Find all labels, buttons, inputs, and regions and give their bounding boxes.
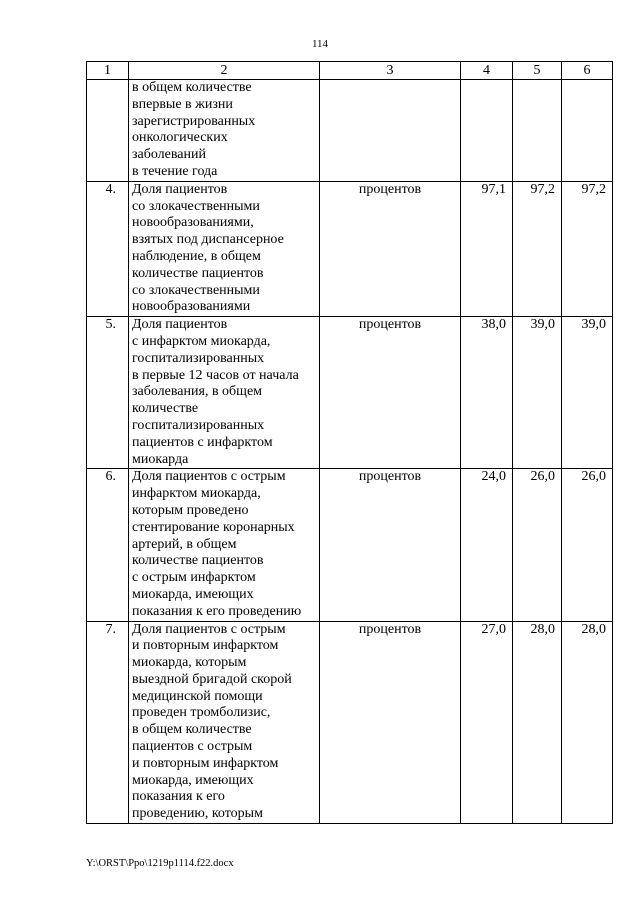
indicator-description xyxy=(129,469,320,621)
column-header: 1 xyxy=(87,62,129,80)
value-col4: 38,0 xyxy=(461,317,513,469)
table-header-row xyxy=(87,62,613,80)
row-number: 5. xyxy=(87,317,129,469)
description-line: онкологических xyxy=(132,130,228,146)
description-line: выездной бригадой скорой xyxy=(132,671,292,687)
indicator-description xyxy=(129,621,320,824)
column-header: 4 xyxy=(461,62,513,80)
table-row xyxy=(87,80,613,182)
description-line: миокарда, имеющих xyxy=(132,772,254,788)
row-number: 6. xyxy=(87,469,129,621)
description-line: госпитализированных xyxy=(132,350,265,366)
unit-cell: процентов xyxy=(320,181,461,316)
unit-cell xyxy=(320,80,461,182)
description-line: в общем количестве xyxy=(132,80,252,95)
value-col6: 97,2 xyxy=(562,181,613,316)
column-header: 6 xyxy=(562,62,613,80)
table-row xyxy=(87,317,613,469)
description-line: в общем количестве xyxy=(132,722,252,738)
description-line: впервые в жизни xyxy=(132,96,233,112)
value-col4: 27,0 xyxy=(461,621,513,824)
description-line: инфарктом миокарда, xyxy=(132,486,261,502)
description-line: госпитализированных xyxy=(132,417,265,433)
page-number: 114 xyxy=(311,38,329,50)
description-line: наблюдение, в общем xyxy=(132,248,261,264)
unit-cell: процентов xyxy=(320,469,461,621)
description-line: со злокачественными xyxy=(132,282,260,298)
description-line: и повторным инфарктом xyxy=(132,638,279,654)
unit-cell: процентов xyxy=(320,317,461,469)
document-file-path: Y:\ORST\Ppo\1219p1114.f22.docx xyxy=(86,858,234,869)
description-line: проведению, которым xyxy=(132,806,263,822)
indicators-table xyxy=(86,61,613,824)
indicator-description xyxy=(129,317,320,469)
description-line: Доля пациентов с острым xyxy=(132,621,286,637)
value-col4 xyxy=(461,80,513,182)
description-line: в первые 12 часов от начала xyxy=(132,367,299,383)
description-line: пациентов с острым xyxy=(132,739,253,755)
description-line: проведен тромболизис, xyxy=(132,705,271,721)
table-row xyxy=(87,181,613,316)
row-number: 7. xyxy=(87,621,129,824)
description-line: количестве пациентов xyxy=(132,553,264,569)
description-line: зарегистрированных xyxy=(132,113,256,129)
value-col5: 39,0 xyxy=(513,317,562,469)
description-line: с острым инфарктом xyxy=(132,570,256,586)
value-col5 xyxy=(513,80,562,182)
description-line: взятых под диспансерное xyxy=(132,232,284,248)
value-col6: 28,0 xyxy=(562,621,613,824)
description-line: новообразованиями xyxy=(132,299,251,315)
description-line: которым проведено xyxy=(132,502,249,518)
description-line: со злокачественными xyxy=(132,198,260,214)
description-line: Доля пациентов с острым xyxy=(132,469,286,485)
description-line: количестве xyxy=(132,401,199,417)
row-number xyxy=(87,80,129,182)
column-header: 2 xyxy=(129,62,320,80)
value-col4: 24,0 xyxy=(461,469,513,621)
table-row xyxy=(87,469,613,621)
description-line: Доля пациентов xyxy=(132,317,228,333)
description-line: показания к его проведению xyxy=(132,603,302,619)
value-col5: 28,0 xyxy=(513,621,562,824)
description-line: заболеваний xyxy=(132,147,206,163)
description-line: миокарда, которым xyxy=(132,655,247,671)
description-line: с инфарктом миокарда, xyxy=(132,333,271,349)
description-line: и повторным инфарктом xyxy=(132,755,279,771)
row-number: 4. xyxy=(87,181,129,316)
value-col5: 97,2 xyxy=(513,181,562,316)
indicator-description xyxy=(129,80,320,182)
value-col5: 26,0 xyxy=(513,469,562,621)
value-col4: 97,1 xyxy=(461,181,513,316)
description-line: новообразованиями, xyxy=(132,215,254,231)
description-line: заболевания, в общем xyxy=(132,384,263,400)
description-line: артерий, в общем xyxy=(132,536,237,552)
description-line: миокарда, имеющих xyxy=(132,586,254,602)
description-line: пациентов с инфарктом xyxy=(132,434,273,450)
description-line: Доля пациентов xyxy=(132,181,228,197)
column-header: 5 xyxy=(513,62,562,80)
value-col6 xyxy=(562,80,613,182)
table-row xyxy=(87,621,613,824)
value-col6: 39,0 xyxy=(562,317,613,469)
unit-cell: процентов xyxy=(320,621,461,824)
column-header: 3 xyxy=(320,62,461,80)
description-line: количестве пациентов xyxy=(132,265,264,281)
description-line: в течение года xyxy=(132,163,218,179)
value-col6: 26,0 xyxy=(562,469,613,621)
indicator-description xyxy=(129,181,320,316)
description-line: показания к его xyxy=(132,789,225,805)
description-line: стентирование коронарных xyxy=(132,519,295,535)
description-line: миокарда xyxy=(132,451,189,467)
description-line: медицинской помощи xyxy=(132,688,263,704)
